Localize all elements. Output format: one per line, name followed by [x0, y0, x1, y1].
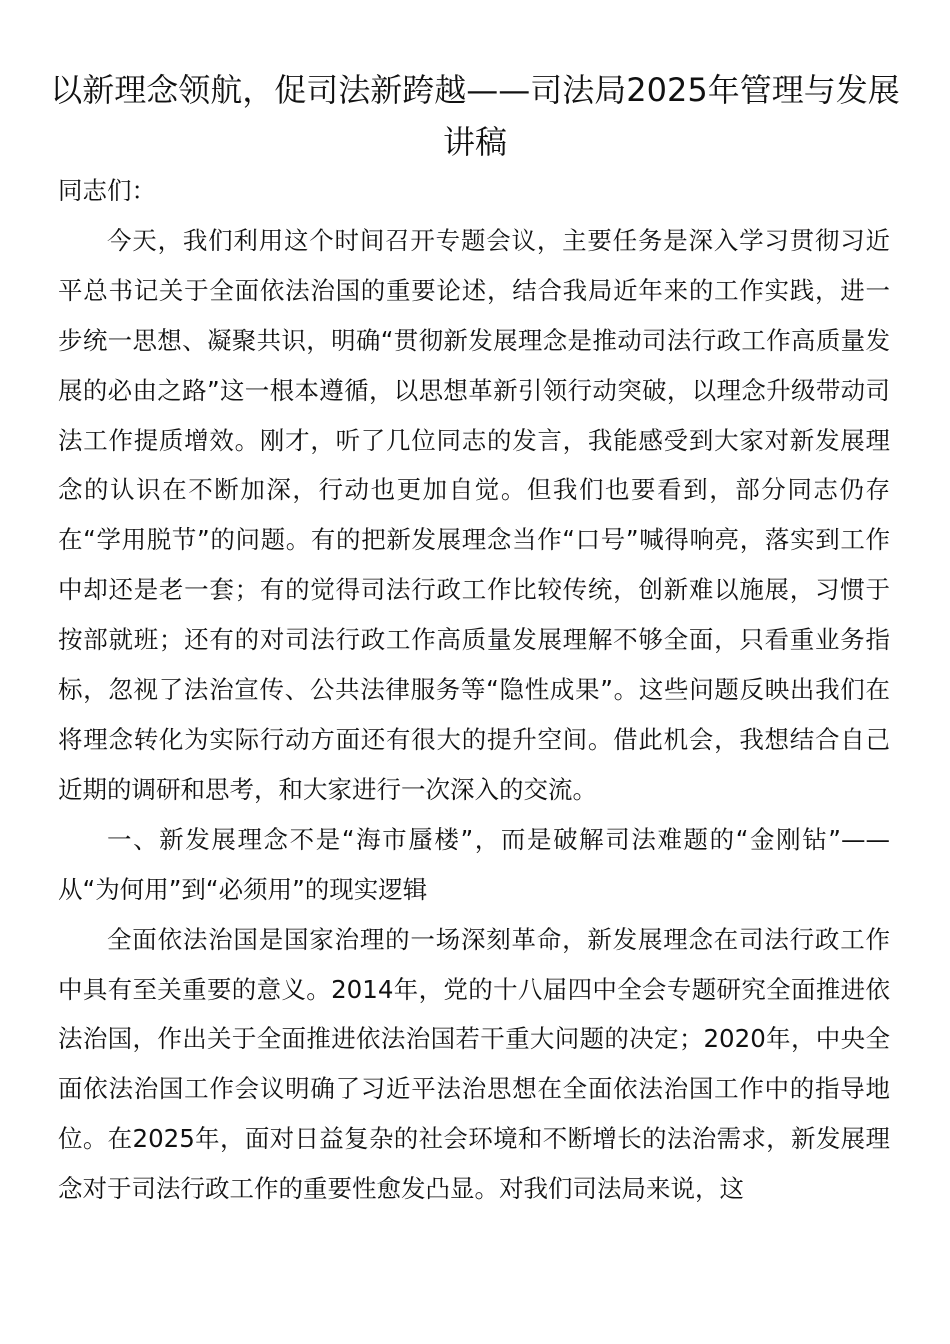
paragraph-section-1: 全面依法治国是国家治理的一场深刻革命，新发展理念在司法行政工作中具有至关重要的意义。2014年，党的十八届四中全会专题研究全面推进依法治国，作出关于全面推进依法治国若干重大问题的决定；2020年，中央全面依法治国工作会议明确了习近平法治思想在全面依法治国工作中的指导地位。在2025年，面对日益复杂的社会环境和不断增长的法治需求，新发展理念对于司法行政工作的重要性愈发凸显。对我们司法局来说，这: [58, 924, 890, 1204]
salutation: 同志们：: [58, 176, 156, 205]
section-heading: 一、新发展理念不是“海市蜃楼”，而是破解司法难题的“金刚钻”——从“为何用”到“必须用”的现实逻辑: [58, 824, 890, 904]
paragraph-intro: 今天，我们利用这个时间召开专题会议，主要任务是深入学习贯彻习近平总书记关于全面依法治国的重要论述，结合我局近年来的工作实践，进一步统一思想、凝聚共识，明确“贯彻新发展理念是推动司法行政工作高质量发展的必由之路”这一根本遵循，以思想革新引领行动突破，以理念升级带动司法工作提质增效。刚才，听了几位同志的发言，我能感受到大家对新发展理念的认识在不断加深，行动也更加自觉。但我们也要看到，部分同志仍存在“学用脱节”的问题。有的把新发展理念当作“口号”喊得响亮，落实到工作中却还是老一套；有的觉得司法行政工作比较传统，创新难以施展，习惯于按部就班；还有的对司法行政工作高质量发展理解不够全面，只看重业务指标，忽视了法治宣传、公共法律服务等“隐性成果”。这些问题反映出我们在将理念转化为实际行动方面还有很大的提升空间。借此机会，我想结合自己近期的调研和思考，和大家进行一次深入的交流。: [58, 225, 890, 804]
document-title: 以新理念领航，促司法新跨越——司法局2025年管理与发展讲稿: [50, 71, 900, 161]
document-body: [58, 166, 890, 1214]
